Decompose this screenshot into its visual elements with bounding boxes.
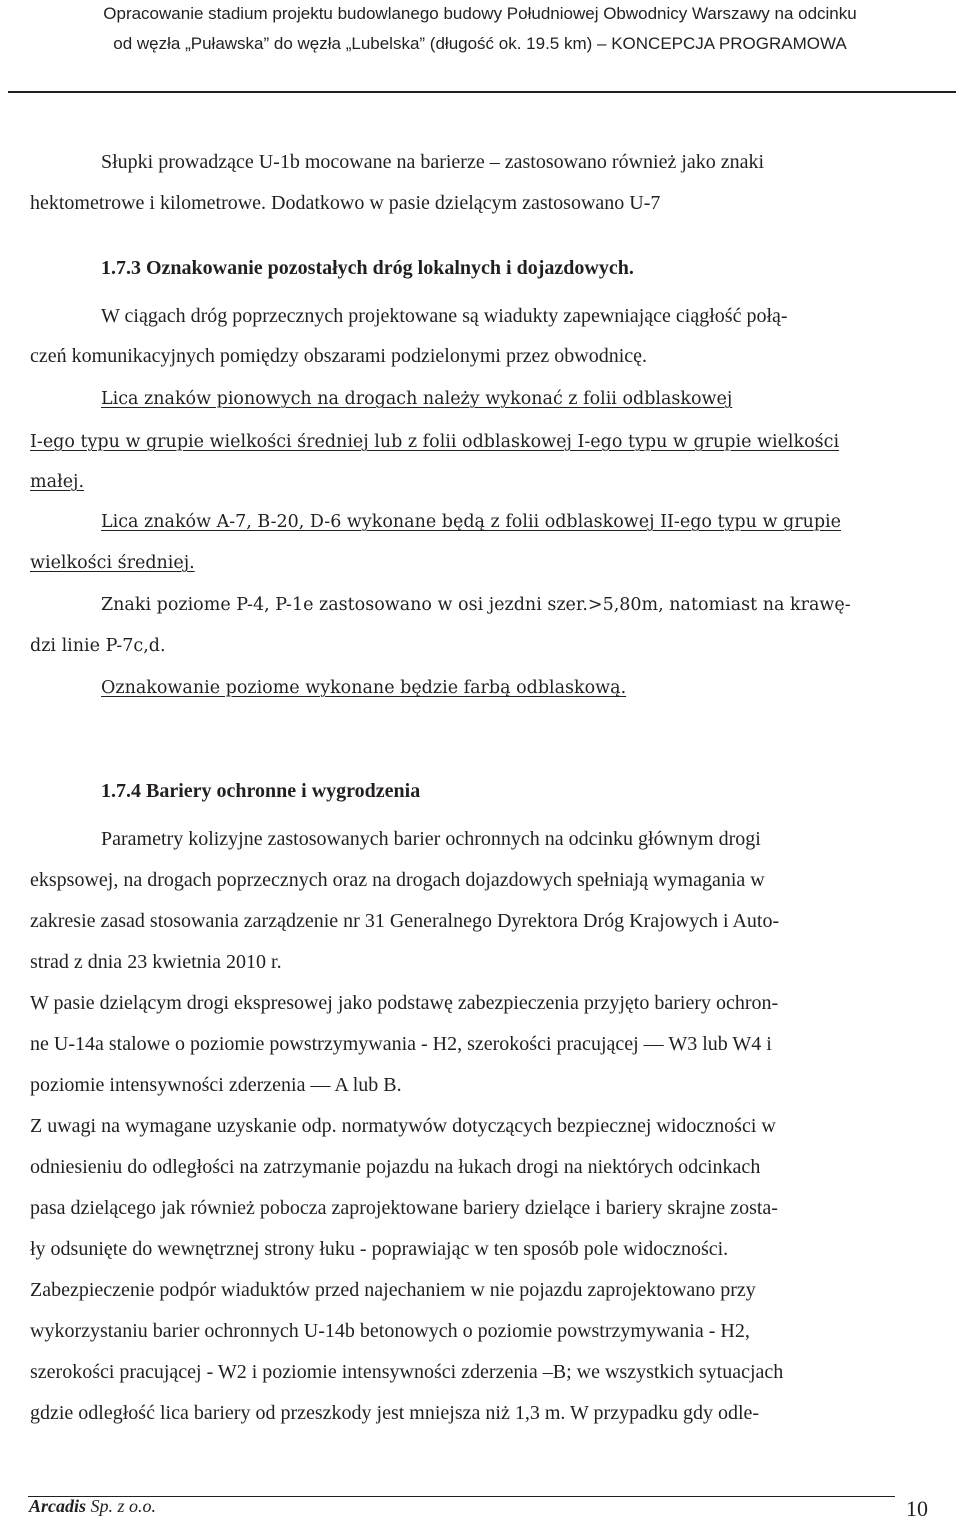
paragraph-line: zakresie zasad stosowania zarządzenie nr 31 Generalnego Dyrektora Dróg Krajowych i Auto-	[30, 910, 780, 932]
paragraph-line: odniesieniu do odległości na zatrzymanie pojazdu na łukach drogi na niektórych odcinkach	[30, 1156, 761, 1178]
underlined-line: Oznakowanie poziome wykonane będzie farbą odblaskową.	[101, 678, 627, 698]
paragraph-line: ły odsunięte do wewnętrznej strony łuku - poprawiając w ten sposób pole widoczności.	[30, 1238, 729, 1260]
paragraph-line: poziomie intensywności zderzenia — A lub B.	[30, 1074, 402, 1096]
paragraph-line: hektometrowe i kilometrowe. Dodatkowo w pasie dzielącym zastosowano U-7	[30, 192, 661, 214]
header-divider	[8, 91, 956, 93]
paragraph-line: Znaki poziome P-4, P-1e zastosowano w osi jezdni szer.>5,80m, natomiast na krawę-	[101, 595, 851, 615]
underlined-line: wielkości średniej.	[30, 553, 195, 573]
paragraph-line: W ciągach dróg poprzecznych projektowane są wiadukty zapewniające ciągłość połą-	[101, 305, 788, 327]
paragraph-line: Zabezpieczenie podpór wiaduktów przed najechaniem w nie pojazdu zaprojektowano przy	[30, 1279, 756, 1301]
paragraph-line: Z uwagi na wymagane uzyskanie odp. normatywów dotyczących bezpiecznej widoczności w	[30, 1115, 776, 1137]
paragraph-line: szerokości pracującej - W2 i poziomie intensywności zderzenia –B; we wszystkich sytuacjach	[30, 1361, 784, 1383]
paragraph-line: czeń komunikacyjnych pomiędzy obszarami podzielonymi przez obwodnicę.	[30, 345, 648, 367]
paragraph-line: dzi linie P-7c,d.	[30, 636, 166, 656]
footer-company	[29, 1495, 156, 1517]
section-heading-1-7-4: 1.7.4 Bariery ochronne i wygrodzenia	[101, 780, 421, 802]
header-line-1: Opracowanie stadium projektu budowlanego budowy Południowej Obwodnicy Warszawy na odcinku	[103, 4, 857, 23]
company-suffix: Sp. z o.o.	[86, 1496, 157, 1516]
paragraph-line: gdzie odległość lica bariery od przeszkody jest mniejsza niż 1,3 m. W przypadku gdy odle-	[30, 1402, 760, 1424]
page-number: 10	[906, 1496, 928, 1521]
footer-divider	[28, 1496, 895, 1497]
paragraph-line: pasa dzielącego jak również pobocza zaprojektowane bariery dzielące i bariery skrajne zosta-	[30, 1197, 778, 1219]
paragraph-line: Słupki prowadzące U-1b mocowane na barierze – zastosowano również jako znaki	[101, 151, 765, 173]
paragraph-line: ekspsowej, na drogach poprzecznych oraz na drogach dojazdowych spełniają wymagania w	[30, 869, 765, 891]
paragraph-line: Parametry kolizyjne zastosowanych barier ochronnych na odcinku głównym drogi	[101, 828, 761, 850]
underlined-line: małej.	[30, 472, 85, 492]
underlined-line: I-ego typu w grupie wielkości średniej lub z folii odblaskowej I-ego typu w grupie wielkości	[30, 432, 840, 452]
header-line-2: od węzła „Puławska” do węzła „Lubelska” (długość ok. 19.5 km) – KONCEPCJA PROGRAMOWA	[113, 34, 847, 53]
paragraph-line: W pasie dzielącym drogi ekspresowej jako podstawę zabezpieczenia przyjęto bariery ochron-	[30, 992, 779, 1014]
paragraph-line: ne U-14a stalowe o poziomie powstrzymywania - H2, szerokości pracującej — W3 lub W4 i	[30, 1033, 772, 1055]
underlined-line: Lica znaków pionowych na drogach należy wykonać z folii odblaskowej	[101, 389, 733, 409]
underlined-line: Lica znaków A-7, B-20, D-6 wykonane będą z folii odblaskowej II-ego typu w grupie	[101, 512, 841, 532]
section-heading-1-7-3: 1.7.3 Oznakowanie pozostałych dróg lokalnych i dojazdowych.	[101, 257, 634, 279]
company-name: Arcadis	[29, 1496, 87, 1516]
paragraph-line: wykorzystaniu barier ochronnych U-14b betonowych o poziomie powstrzymywania - H2,	[30, 1320, 750, 1342]
paragraph-line: strad z dnia 23 kwietnia 2010 r.	[30, 951, 282, 973]
